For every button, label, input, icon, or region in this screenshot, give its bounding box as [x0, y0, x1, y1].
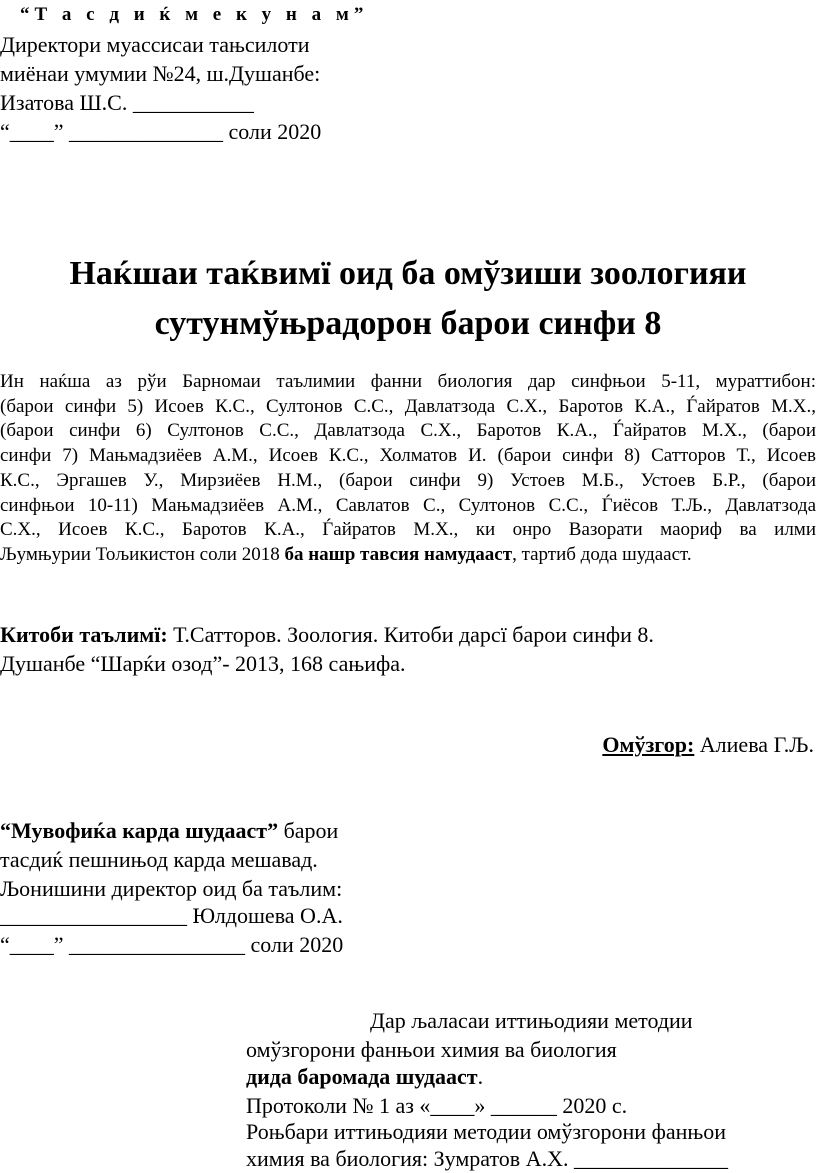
- methodical-head-name-line: химия ва биология: Зумратов А.Х. ______________: [246, 1146, 728, 1171]
- intro-line: [0, 543, 816, 568]
- intro-line: Ин наќша аз рўи Барномаи таълимии фанни биология дар синфњои 5-11, мураттибон:: [0, 371, 816, 392]
- intro-line: синфи 7) Мањмадзиёев А.М., Исоев К.С., Холматов И. (барои синфи 8) Сатторов Т., Исоев: [0, 445, 816, 467]
- approval-date-line: “____” ______________ соли 2020: [0, 119, 322, 144]
- intro-paragraph: [0, 370, 816, 568]
- agreement-signature-line: _________________ Юлдошева О.А.: [0, 903, 343, 928]
- intro-text: , тартиб дода шудааст.: [512, 543, 692, 565]
- agreement-date-line: “____” ________________ соли 2020: [0, 932, 344, 957]
- intro-line: (барои синфи 5) Исоев К.С., Султонов С.С., Давлатзода С.Х., Баротов К.А., Ѓайратов М.Х.,: [0, 395, 816, 417]
- teacher-line: [602, 732, 814, 758]
- intro-text: Љумњурии Тољикистон соли 2018: [0, 543, 285, 565]
- intro-line: (барои синфи 6) Султонов С.С., Давлатзода С.Х., Баротов К.А., Ѓайратов М.Х., (барои: [0, 420, 816, 442]
- teacher-name: Алиева Г.Љ.: [694, 732, 814, 757]
- approval-heading: “Т а с д и ќ м е к у н а м”: [20, 4, 369, 25]
- intro-line: синфњои 10-11) Мањмадзиёев А.М., Савлатов С., Султонов С.С., Ѓиёсов Т.Љ., Давлатзода: [0, 494, 816, 516]
- intro-recommended-text: ба нашр тавсия намудааст: [284, 543, 513, 565]
- textbook-line: [0, 622, 654, 648]
- page-title-line-1: Наќшаи таќвимї оид ба омўзиши зоологияи: [69, 255, 747, 292]
- textbook-label: Китоби таълимї:: [0, 622, 168, 647]
- methodical-reviewed-line: [246, 1064, 483, 1090]
- textbook-value: Т.Сатторов. Зоология. Китоби дарсї барои синфи 8.: [167, 622, 654, 647]
- intro-line: К.С., Эргашев У., Мирзиёев Н.М., (барои синфи 9) Устоев М.Б., Устоев Б.Р., (барои: [0, 469, 816, 491]
- agreement-line: тасдиќ пешнињод карда мешавад.: [0, 847, 318, 872]
- methodical-protocol-line: Протоколи № 1 аз «____» ______ 2020 с.: [246, 1093, 628, 1118]
- agreement-heading-line: [0, 818, 338, 844]
- teacher-label: Омўзгор:: [602, 732, 695, 757]
- methodical-line: Дар љаласаи иттињодияи методии: [370, 1008, 693, 1033]
- methodical-head-line: Роњбари иттињодияи методии омўзгорони фанњои: [246, 1119, 727, 1144]
- agreement-heading-rest: барои: [278, 818, 339, 843]
- approval-school-line: миёнаи умумии №24, ш.Душанбе:: [0, 61, 321, 86]
- methodical-reviewed: дида баромада шудааст: [246, 1064, 478, 1089]
- methodical-line: омўзгорони фанњои химия ва биология: [246, 1037, 617, 1062]
- page-title-line-2: сутунмўњрадорон барои синфи 8: [154, 305, 662, 342]
- intro-line: С.Х., Исоев К.С., Баротов К.А., Ѓайратов М.Х., ки онро Вазорати маориф ва илми: [0, 519, 816, 541]
- approval-director-line: Директори муассисаи тањсилоти: [0, 32, 310, 57]
- textbook-publisher-line: Душанбе “Шарќи озод”- 2013, 168 сањифа.: [0, 651, 406, 676]
- approval-director-name: Изатова Ш.С. ___________: [0, 90, 254, 115]
- methodical-period: .: [477, 1064, 484, 1089]
- agreement-deputy-line: Љонишини директор оид ба таълим:: [0, 876, 343, 901]
- agreement-heading: “Мувофиќа карда шудааст”: [0, 818, 279, 843]
